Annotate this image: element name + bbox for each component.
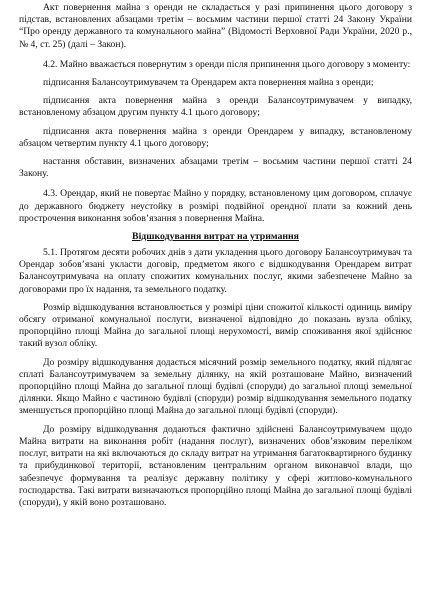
clause-4-2-item: настання обставин, визначених абзацами третім – восьмим частини першої статті 24 Закону. [19, 156, 412, 180]
clause-4-2-item: підписання акта повернення майна з оренди Орендарем у випадку, встановленому абзацом четвертим пункту 4.1 цього договору; [19, 125, 412, 149]
section-heading: Відшкодування витрат на утримання [132, 231, 299, 243]
section-paragraph: До розміру відшкодування додається місячний розмір земельного податку, який підлягає сплаті Балансоутримувачем за земельну ділянку, на якій розташоване Майно, визначений пропорційно площі Майна до загальної площі будівлі (споруди) до загальної площі земельної ділянки. Якщо Майно є частиною будівлі (споруди) розмір відшкодування земельного податку зменшується пропорційно площі Майна до загальної площі будівлі (споруди). [19, 356, 412, 417]
clause-4-2-lead: 4.2. Майно вважається повернутим з оренди після припинення цього договору з моменту: [43, 58, 411, 70]
clause-4-2-item: підписання акта повернення майна з оренди Балансоутримувачем у випадку, встановленому абзацом другим пункту 4.1 цього договору; [19, 95, 412, 119]
section-paragraph: До розміру відшкодування додаються фактично здійснені Балансоутримувачем щодо Майна витрати на виконання робіт (надання послуг), визначених обов’язковим переліком послуг, витрати на які включаються до складу витрат на утримання багатоквартирного будинку та прибудинкової території, встановленим центральним органом виконавчої влади, що забезпечує формування та реалізує державну політику у сфері житлово-комунального господарства. Такі витрати визначаються пропорційно площі Майна до загальної площі будівлі (споруди), у якій воно розташовано. [19, 423, 412, 508]
clause-4-2-item: підписання Балансоутримувачем та Орендарем акта повернення майна з оренди; [43, 77, 374, 89]
document-page [19, 2, 412, 509]
section-paragraph: Розмір відшкодування встановлюється у розмірі ціни спожитої кількості одиниць виміру обсягу отриманої комунальної послуги, визначеної відповідно до показань вузла обліку, пропорційно площі Майна до загальної площі нерухомості, вимір споживання якої здійснює такий вузол обліку. [19, 301, 412, 350]
intro-paragraph: Акт повернення майна з оренди не складається у разі припинення цього договору з підстав, встановлених абзацами третім – восьмим частини першої статті 24 Закону України “Про оренду державного та комунального майна” (Відомості Верховної Ради України, 2020 р., № 4, ст. 25) (далі – Закон). [19, 2, 412, 50]
clause-4-3: 4.3. Орендар, який не повертає Майно у порядку, встановленому цим договором, сплачує до державного бюджету неустойку в розмірі подвійної орендної плати за кожний день прострочення виконання зобов’язання з повернення Майна. [19, 188, 412, 224]
spacer [19, 180, 412, 188]
spacer [19, 51, 412, 59]
clause-5-1: 5.1. Протягом десяти робочих днів з дати укладення цього договору Балансоутримувач та Орендар зобов’язані укласти договір, предметом якого є відшкодування Орендарем витрат Балансоутримувача на оплату спожитих комунальних послуг, якими забезпечене Майно за договорами про їх надання, та земельного податку. [19, 247, 412, 295]
